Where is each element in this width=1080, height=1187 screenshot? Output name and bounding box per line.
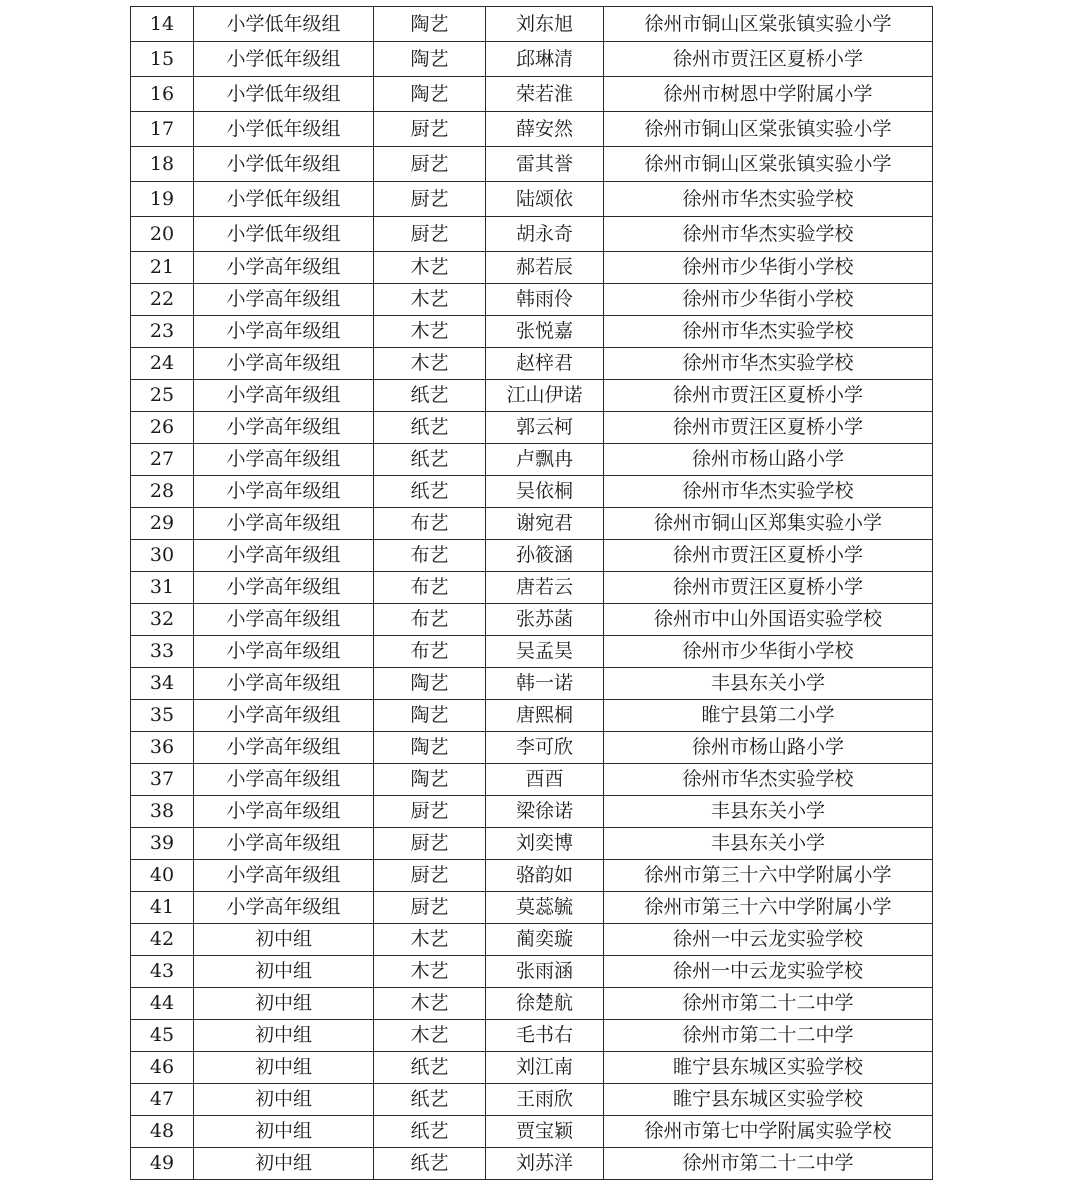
group-cell: 小学高年级组 (194, 700, 374, 732)
row-number-cell: 32 (131, 604, 194, 636)
student-name-cell: 赵梓君 (486, 348, 604, 380)
student-name-cell: 吴依桐 (486, 476, 604, 508)
student-name-cell: 韩雨伶 (486, 284, 604, 316)
school-cell: 徐州市树恩中学附属小学 (604, 77, 933, 112)
table-row (131, 828, 933, 860)
table-row (131, 796, 933, 828)
group-cell: 小学高年级组 (194, 508, 374, 540)
table-row (131, 1052, 933, 1084)
table-row (131, 508, 933, 540)
school-cell: 徐州市杨山路小学 (604, 732, 933, 764)
student-name-cell: 谢宛君 (486, 508, 604, 540)
student-name-cell: 邱琳清 (486, 42, 604, 77)
row-number-cell: 34 (131, 668, 194, 700)
group-cell: 初中组 (194, 1020, 374, 1052)
school-cell: 徐州市铜山区棠张镇实验小学 (604, 147, 933, 182)
group-cell: 小学高年级组 (194, 892, 374, 924)
table-row (131, 732, 933, 764)
table-row (131, 636, 933, 668)
school-cell: 徐州一中云龙实验学校 (604, 956, 933, 988)
row-number-cell: 33 (131, 636, 194, 668)
row-number-cell: 15 (131, 42, 194, 77)
craft-item-cell: 陶艺 (374, 42, 486, 77)
craft-item-cell: 厨艺 (374, 182, 486, 217)
row-number-cell: 41 (131, 892, 194, 924)
craft-item-cell: 木艺 (374, 252, 486, 284)
row-number-cell: 36 (131, 732, 194, 764)
craft-item-cell: 纸艺 (374, 1084, 486, 1116)
craft-item-cell: 纸艺 (374, 380, 486, 412)
table-row (131, 77, 933, 112)
student-name-cell: 酉酉 (486, 764, 604, 796)
table-row (131, 1148, 933, 1180)
craft-item-cell: 木艺 (374, 316, 486, 348)
school-cell: 睢宁县第二小学 (604, 700, 933, 732)
student-name-cell: 贾宝颖 (486, 1116, 604, 1148)
roster-page (130, 6, 932, 1180)
craft-item-cell: 厨艺 (374, 892, 486, 924)
student-name-cell: 吴孟昊 (486, 636, 604, 668)
school-cell: 徐州市少华街小学校 (604, 252, 933, 284)
craft-item-cell: 陶艺 (374, 77, 486, 112)
group-cell: 小学高年级组 (194, 796, 374, 828)
craft-item-cell: 布艺 (374, 540, 486, 572)
school-cell: 睢宁县东城区实验学校 (604, 1052, 933, 1084)
craft-item-cell: 纸艺 (374, 1052, 486, 1084)
group-cell: 小学低年级组 (194, 112, 374, 147)
school-cell: 徐州市第二十二中学 (604, 988, 933, 1020)
student-name-cell: 刘苏洋 (486, 1148, 604, 1180)
table-row (131, 476, 933, 508)
table-row (131, 412, 933, 444)
student-name-cell: 李可欣 (486, 732, 604, 764)
student-name-cell: 张雨涵 (486, 956, 604, 988)
group-cell: 小学低年级组 (194, 182, 374, 217)
school-cell: 睢宁县东城区实验学校 (604, 1084, 933, 1116)
row-number-cell: 29 (131, 508, 194, 540)
craft-item-cell: 纸艺 (374, 444, 486, 476)
table-row (131, 380, 933, 412)
group-cell: 初中组 (194, 1148, 374, 1180)
group-cell: 小学高年级组 (194, 412, 374, 444)
group-cell: 小学高年级组 (194, 572, 374, 604)
craft-item-cell: 纸艺 (374, 1116, 486, 1148)
group-cell: 小学低年级组 (194, 7, 374, 42)
row-number-cell: 39 (131, 828, 194, 860)
student-name-cell: 荣若淮 (486, 77, 604, 112)
table-row (131, 700, 933, 732)
group-cell: 初中组 (194, 988, 374, 1020)
student-name-cell: 刘东旭 (486, 7, 604, 42)
table-row (131, 182, 933, 217)
student-name-cell: 郭云柯 (486, 412, 604, 444)
school-cell: 徐州市贾汪区夏桥小学 (604, 540, 933, 572)
school-cell: 丰县东关小学 (604, 796, 933, 828)
student-name-cell: 刘奕博 (486, 828, 604, 860)
row-number-cell: 23 (131, 316, 194, 348)
row-number-cell: 16 (131, 77, 194, 112)
group-cell: 初中组 (194, 956, 374, 988)
row-number-cell: 46 (131, 1052, 194, 1084)
craft-item-cell: 布艺 (374, 604, 486, 636)
craft-item-cell: 木艺 (374, 284, 486, 316)
student-name-cell: 郝若辰 (486, 252, 604, 284)
table-row (131, 540, 933, 572)
student-name-cell: 江山伊诺 (486, 380, 604, 412)
row-number-cell: 24 (131, 348, 194, 380)
school-cell: 徐州市华杰实验学校 (604, 217, 933, 252)
craft-item-cell: 木艺 (374, 956, 486, 988)
row-number-cell: 22 (131, 284, 194, 316)
student-name-cell: 梁徐诺 (486, 796, 604, 828)
group-cell: 小学高年级组 (194, 732, 374, 764)
row-number-cell: 48 (131, 1116, 194, 1148)
craft-item-cell: 布艺 (374, 572, 486, 604)
school-cell: 徐州市第二十二中学 (604, 1020, 933, 1052)
row-number-cell: 30 (131, 540, 194, 572)
school-cell: 徐州市第二十二中学 (604, 1148, 933, 1180)
table-row (131, 604, 933, 636)
school-cell: 丰县东关小学 (604, 828, 933, 860)
roster-table (130, 6, 933, 1180)
group-cell: 小学高年级组 (194, 316, 374, 348)
group-cell: 小学高年级组 (194, 252, 374, 284)
student-name-cell: 胡永奇 (486, 217, 604, 252)
craft-item-cell: 陶艺 (374, 732, 486, 764)
student-name-cell: 韩一诺 (486, 668, 604, 700)
group-cell: 小学高年级组 (194, 380, 374, 412)
table-row (131, 112, 933, 147)
craft-item-cell: 厨艺 (374, 796, 486, 828)
row-number-cell: 27 (131, 444, 194, 476)
group-cell: 小学高年级组 (194, 668, 374, 700)
school-cell: 徐州市华杰实验学校 (604, 348, 933, 380)
row-number-cell: 44 (131, 988, 194, 1020)
school-cell: 徐州市贾汪区夏桥小学 (604, 42, 933, 77)
row-number-cell: 45 (131, 1020, 194, 1052)
group-cell: 初中组 (194, 1084, 374, 1116)
school-cell: 徐州市第三十六中学附属小学 (604, 860, 933, 892)
row-number-cell: 21 (131, 252, 194, 284)
school-cell: 徐州市少华街小学校 (604, 636, 933, 668)
craft-item-cell: 陶艺 (374, 668, 486, 700)
row-number-cell: 14 (131, 7, 194, 42)
group-cell: 小学低年级组 (194, 217, 374, 252)
table-row (131, 252, 933, 284)
group-cell: 小学高年级组 (194, 444, 374, 476)
student-name-cell: 王雨欣 (486, 1084, 604, 1116)
student-name-cell: 卢飘冉 (486, 444, 604, 476)
row-number-cell: 43 (131, 956, 194, 988)
school-cell: 徐州市中山外国语实验学校 (604, 604, 933, 636)
craft-item-cell: 厨艺 (374, 147, 486, 182)
table-row (131, 147, 933, 182)
group-cell: 小学高年级组 (194, 828, 374, 860)
student-name-cell: 刘江南 (486, 1052, 604, 1084)
table-row (131, 217, 933, 252)
school-cell: 徐州市铜山区棠张镇实验小学 (604, 112, 933, 147)
craft-item-cell: 纸艺 (374, 1148, 486, 1180)
group-cell: 初中组 (194, 924, 374, 956)
table-row (131, 444, 933, 476)
school-cell: 徐州市贾汪区夏桥小学 (604, 412, 933, 444)
group-cell: 小学高年级组 (194, 604, 374, 636)
school-cell: 徐州市华杰实验学校 (604, 316, 933, 348)
craft-item-cell: 布艺 (374, 636, 486, 668)
row-number-cell: 37 (131, 764, 194, 796)
group-cell: 小学低年级组 (194, 42, 374, 77)
craft-item-cell: 木艺 (374, 1020, 486, 1052)
table-row (131, 348, 933, 380)
row-number-cell: 47 (131, 1084, 194, 1116)
school-cell: 徐州市贾汪区夏桥小学 (604, 380, 933, 412)
student-name-cell: 唐若云 (486, 572, 604, 604)
table-row (131, 668, 933, 700)
school-cell: 徐州市华杰实验学校 (604, 764, 933, 796)
row-number-cell: 20 (131, 217, 194, 252)
student-name-cell: 毛书右 (486, 1020, 604, 1052)
row-number-cell: 28 (131, 476, 194, 508)
school-cell: 徐州市少华街小学校 (604, 284, 933, 316)
row-number-cell: 18 (131, 147, 194, 182)
student-name-cell: 陆颂依 (486, 182, 604, 217)
group-cell: 小学高年级组 (194, 348, 374, 380)
student-name-cell: 孙筱涵 (486, 540, 604, 572)
group-cell: 小学低年级组 (194, 147, 374, 182)
table-row (131, 316, 933, 348)
school-cell: 徐州市第三十六中学附属小学 (604, 892, 933, 924)
row-number-cell: 42 (131, 924, 194, 956)
group-cell: 小学高年级组 (194, 476, 374, 508)
row-number-cell: 38 (131, 796, 194, 828)
student-name-cell: 雷其誉 (486, 147, 604, 182)
student-name-cell: 蔺奕璇 (486, 924, 604, 956)
group-cell: 小学高年级组 (194, 860, 374, 892)
craft-item-cell: 木艺 (374, 988, 486, 1020)
row-number-cell: 26 (131, 412, 194, 444)
table-row (131, 1084, 933, 1116)
craft-item-cell: 厨艺 (374, 860, 486, 892)
student-name-cell: 张悦嘉 (486, 316, 604, 348)
student-name-cell: 骆韵如 (486, 860, 604, 892)
craft-item-cell: 陶艺 (374, 700, 486, 732)
craft-item-cell: 纸艺 (374, 476, 486, 508)
school-cell: 徐州市华杰实验学校 (604, 476, 933, 508)
row-number-cell: 17 (131, 112, 194, 147)
craft-item-cell: 纸艺 (374, 412, 486, 444)
craft-item-cell: 厨艺 (374, 112, 486, 147)
student-name-cell: 唐熙桐 (486, 700, 604, 732)
table-row (131, 860, 933, 892)
table-row (131, 284, 933, 316)
table-row (131, 7, 933, 42)
group-cell: 小学高年级组 (194, 636, 374, 668)
table-row (131, 1116, 933, 1148)
row-number-cell: 25 (131, 380, 194, 412)
table-row (131, 572, 933, 604)
school-cell: 徐州市铜山区棠张镇实验小学 (604, 7, 933, 42)
table-row (131, 1020, 933, 1052)
table-row (131, 988, 933, 1020)
craft-item-cell: 陶艺 (374, 764, 486, 796)
school-cell: 徐州一中云龙实验学校 (604, 924, 933, 956)
craft-item-cell: 木艺 (374, 348, 486, 380)
row-number-cell: 40 (131, 860, 194, 892)
group-cell: 小学低年级组 (194, 77, 374, 112)
school-cell: 徐州市铜山区郑集实验小学 (604, 508, 933, 540)
student-name-cell: 徐楚航 (486, 988, 604, 1020)
table-row (131, 764, 933, 796)
row-number-cell: 31 (131, 572, 194, 604)
roster-table-body (131, 7, 933, 1180)
group-cell: 小学高年级组 (194, 764, 374, 796)
row-number-cell: 19 (131, 182, 194, 217)
school-cell: 徐州市贾汪区夏桥小学 (604, 572, 933, 604)
table-row (131, 924, 933, 956)
craft-item-cell: 厨艺 (374, 828, 486, 860)
craft-item-cell: 木艺 (374, 924, 486, 956)
row-number-cell: 35 (131, 700, 194, 732)
craft-item-cell: 陶艺 (374, 7, 486, 42)
student-name-cell: 张苏菡 (486, 604, 604, 636)
group-cell: 小学高年级组 (194, 284, 374, 316)
group-cell: 小学高年级组 (194, 540, 374, 572)
student-name-cell: 莫蕊毓 (486, 892, 604, 924)
school-cell: 徐州市第七中学附属实验学校 (604, 1116, 933, 1148)
student-name-cell: 薛安然 (486, 112, 604, 147)
table-row (131, 42, 933, 77)
school-cell: 丰县东关小学 (604, 668, 933, 700)
table-row (131, 892, 933, 924)
table-row (131, 956, 933, 988)
row-number-cell: 49 (131, 1148, 194, 1180)
school-cell: 徐州市杨山路小学 (604, 444, 933, 476)
group-cell: 初中组 (194, 1116, 374, 1148)
craft-item-cell: 布艺 (374, 508, 486, 540)
craft-item-cell: 厨艺 (374, 217, 486, 252)
school-cell: 徐州市华杰实验学校 (604, 182, 933, 217)
group-cell: 初中组 (194, 1052, 374, 1084)
